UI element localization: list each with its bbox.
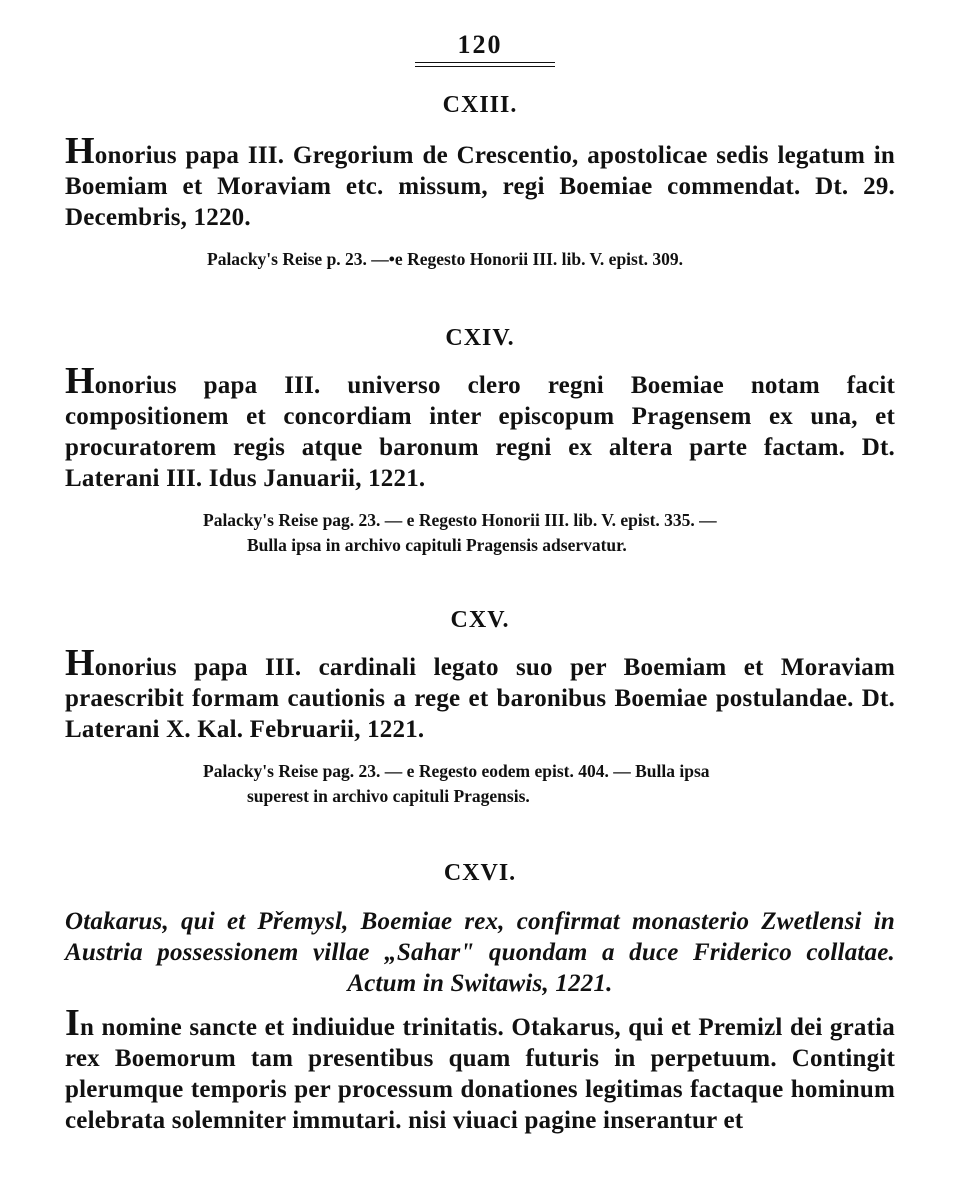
summary-initial: H <box>65 642 95 684</box>
document-summary-cxvi: Otakarus, qui et Přemysl, Boemiae rex, confirmat monasterio Zwetlensi in Austria possessionem villae „Sahar" quondam a duce Friderico collatae. Actum in Switawis, 1221. <box>65 908 895 997</box>
document-summary-cxiv <box>65 360 895 494</box>
summary-text: onorius papa III. cardinali legato suo per Boemiam et Moraviam praescribit formam cautionis a rege et baronibus Boemiae postulandae. Dt. Laterani X. Kal. Februarii, 1221. <box>65 654 895 743</box>
source-line: Palacky's Reise p. 23. —•e Regesto Honorii III. lib. V. epist. 309. <box>207 249 684 269</box>
source-line-continued: Bulla ipsa in archivo capituli Pragensis adservatur. <box>247 535 627 555</box>
charter-text <box>65 1002 895 1136</box>
source-line: Palacky's Reise pag. 23. — e Regesto eodem epist. 404. — Bulla ipsa <box>203 761 710 781</box>
summary-text: onorius papa III. universo clero regni Boemiae notam facit compositionem et concordiam inter episcopum Pragensem ex una, et procuratorem regis atque baronum regni ex altera parte factam. Dt. Laterani III. Idus Januarii, 1221. <box>65 372 895 492</box>
source-note-cxv <box>203 759 893 809</box>
document-heading-cxiii: CXIII. <box>442 92 518 118</box>
page-number-rule <box>415 62 555 63</box>
summary-text: onorius papa III. Gregorium de Crescentio, apostolicae sedis legatum in Boemiam et Moraviam etc. missum, regi Boemiae commendat. Dt. 29. Decembris, 1220. <box>65 142 895 231</box>
page-number-rule-secondary <box>415 66 555 67</box>
document-heading-cxv: CXV. <box>450 607 510 633</box>
source-note-cxiii <box>207 247 683 272</box>
document-heading-cxvi: CXVI. <box>443 860 517 886</box>
source-line-continued: superest in archivo capituli Pragensis. <box>247 786 530 806</box>
source-note-cxiv <box>203 508 717 558</box>
charter-body: n nomine sancte et indiuidue trinitatis. Otakarus, qui et Premizl dei gratia rex Boemorum tam presentibus quam futuris in perpetuum. Contingit plerumque temporis per processum donationes legitimas factaque hominum celebrata solemniter immutari. nisi viuaci pagine inserantur et <box>65 1014 895 1134</box>
source-line: Palacky's Reise pag. 23. — e Regesto Honorii III. lib. V. epist. 335. — <box>203 510 717 530</box>
document-summary-cxiii <box>65 130 895 233</box>
page-number: 120 <box>457 30 503 59</box>
document-summary-cxv <box>65 642 895 745</box>
summary-initial: H <box>65 130 95 172</box>
summary-initial: H <box>65 360 95 402</box>
charter-initial: I <box>65 1002 80 1044</box>
document-heading-cxiv: CXIV. <box>445 325 515 351</box>
